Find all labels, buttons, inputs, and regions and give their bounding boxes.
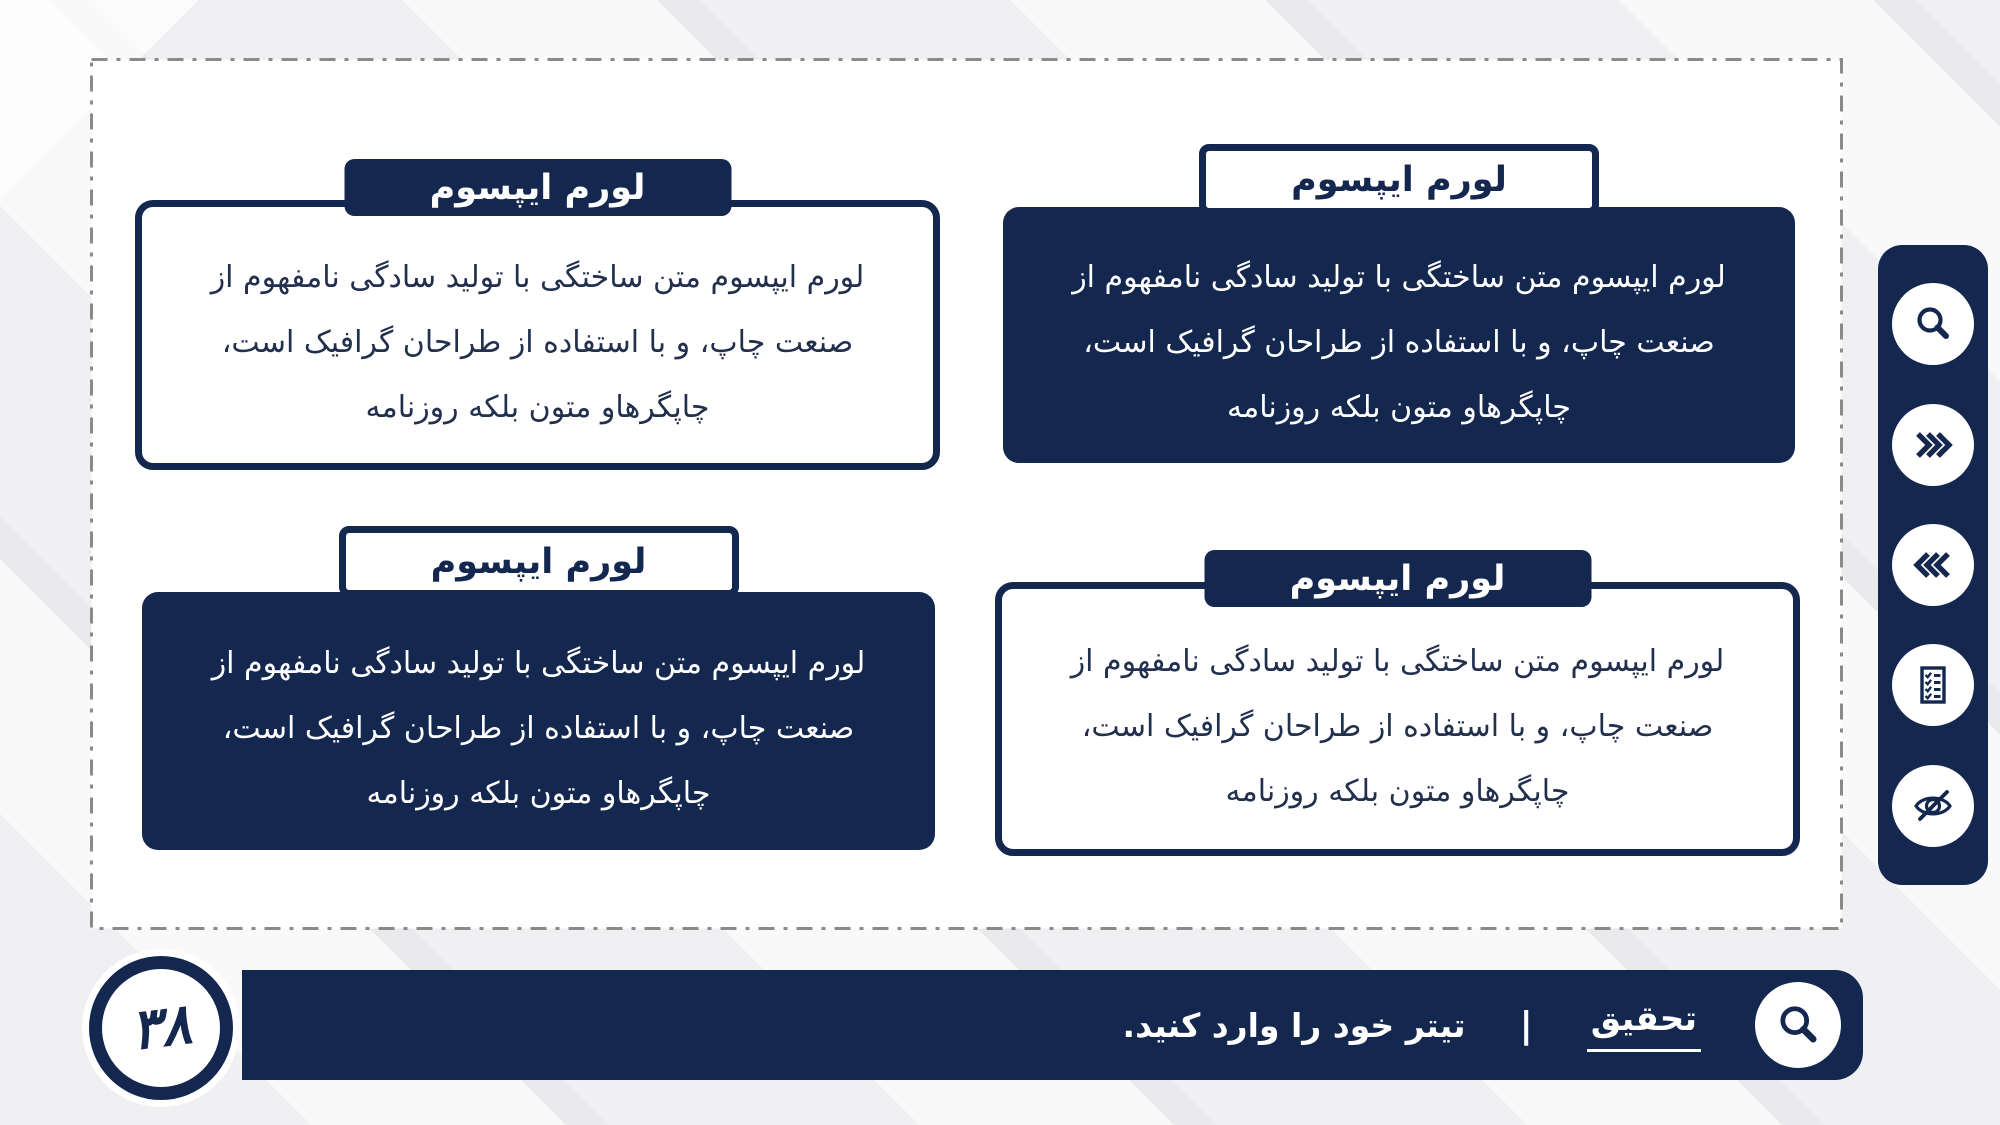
card-title-badge: لورم ایپسوم — [1199, 144, 1599, 215]
chevrons-right-button[interactable] — [1892, 404, 1974, 486]
card-text-line: چاپگرهاو متون بلکه روزنامه — [1225, 773, 1570, 809]
card-text-line: چاپگرهاو متون بلکه روزنامه — [1227, 389, 1571, 425]
chevrons-left-icon — [1909, 541, 1957, 589]
search-icon — [1909, 300, 1957, 348]
card-text-line: چاپگرهاو متون بلکه روزنامه — [365, 389, 710, 425]
card-text-line: چاپگرهاو متون بلکه روزنامه — [366, 775, 711, 811]
page-number-badge — [89, 956, 233, 1100]
card-text-line: لورم ایپسوم متن ساختگی با تولید سادگی نامفهوم از — [1072, 259, 1726, 295]
checklist-button[interactable] — [1892, 644, 1974, 726]
card-bottom-right — [995, 558, 1800, 856]
card-text-line: صنعت چاپ، و با استفاده از طراحان گرافیک است، — [221, 324, 854, 360]
footer-separator: | — [1519, 1004, 1533, 1046]
icon-toolbar — [1878, 245, 1988, 885]
card-body — [142, 592, 935, 850]
footer-bar — [242, 970, 1863, 1080]
card-text-line: لورم ایپسوم متن ساختگی با تولید سادگی نامفهوم از — [1070, 643, 1725, 679]
card-text-line: صنعت چاپ، و با استفاده از طراحان گرافیک است، — [1081, 708, 1714, 744]
slide-title-placeholder: تیتر خود را وارد کنید. — [1122, 1005, 1466, 1045]
card-text-line: صنعت چاپ، و با استفاده از طراحان گرافیک است، — [1083, 324, 1715, 360]
section-label-link[interactable]: تحقیق — [1587, 999, 1701, 1052]
chevrons-right-icon — [1909, 421, 1957, 469]
card-title-badge: لورم ایپسوم — [339, 526, 739, 597]
card-text-line: صنعت چاپ، و با استفاده از طراحان گرافیک است، — [222, 710, 855, 746]
footer-content — [242, 970, 1863, 1080]
card-title-badge: لورم ایپسوم — [344, 159, 731, 216]
eye-off-icon — [1909, 782, 1957, 830]
footer-search-button[interactable] — [1755, 982, 1841, 1068]
card-top-left — [135, 167, 940, 470]
card-text-line: لورم ایپسوم متن ساختگی با تولید سادگی نامفهوم از — [210, 259, 865, 295]
card-body — [142, 207, 933, 463]
card-body — [1003, 207, 1795, 463]
card-bottom-left — [142, 541, 935, 850]
chevrons-left-button[interactable] — [1892, 524, 1974, 606]
search-icon — [1772, 999, 1824, 1051]
search-tool-button[interactable] — [1892, 283, 1974, 365]
card-title-badge: لورم ایپسوم — [1204, 550, 1591, 607]
card-body — [1002, 589, 1793, 849]
page-number: ۳۸ — [127, 991, 195, 1064]
card-top-right — [1003, 159, 1795, 463]
card-text-line: لورم ایپسوم متن ساختگی با تولید سادگی نامفهوم از — [211, 645, 866, 681]
checklist-icon — [1909, 661, 1957, 709]
eye-off-button[interactable] — [1892, 765, 1974, 847]
